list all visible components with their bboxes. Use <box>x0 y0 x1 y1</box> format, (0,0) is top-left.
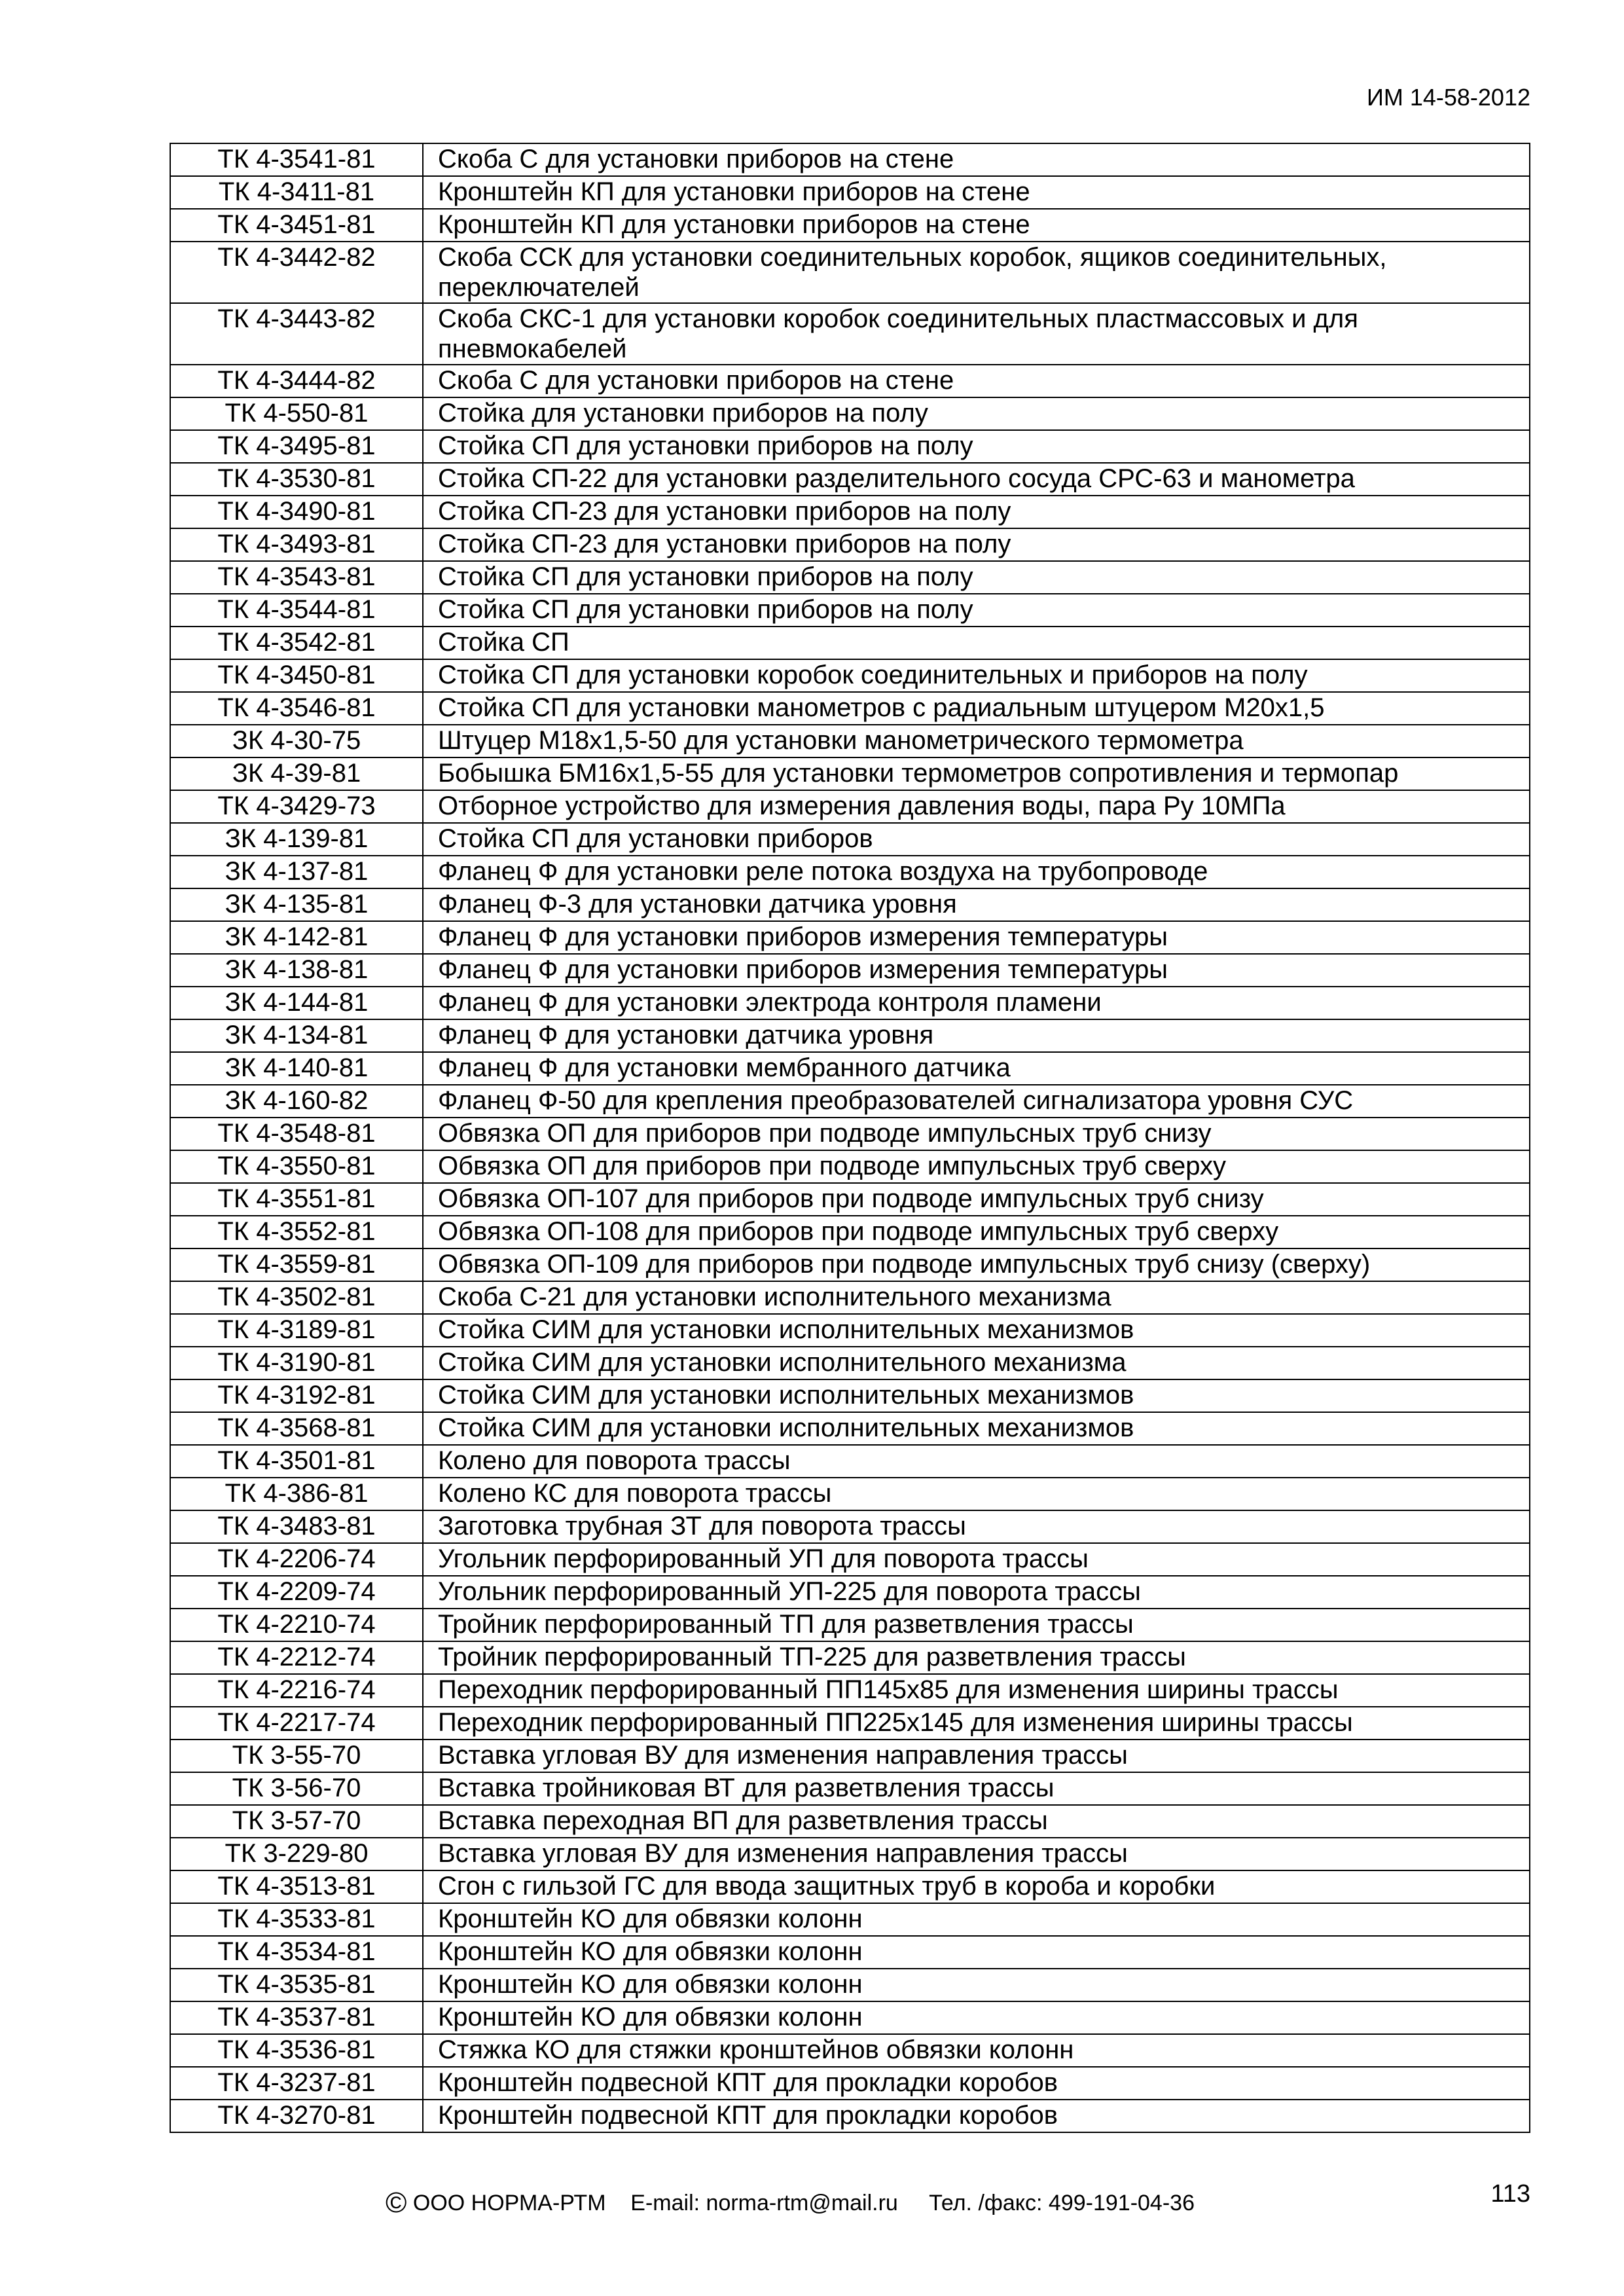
standard-code-cell: ТК 4-3444-82 <box>170 365 423 397</box>
table-row <box>170 397 1530 430</box>
description-cell: Скоба ССК для установки соединительных коробок, ящиков соединительных, переключателей <box>423 242 1530 303</box>
standards-table <box>170 143 1530 2133</box>
description-cell: Сгон с гильзой ГС для ввода защитных труб в короба и коробки <box>423 1870 1530 1903</box>
description-cell: Скоба С для установки приборов на стене <box>423 143 1530 176</box>
description-cell: Кронштейн КО для обвязки колонн <box>423 1903 1530 1936</box>
table-row <box>170 888 1530 921</box>
standard-code-cell: ЗК 4-138-81 <box>170 954 423 987</box>
standard-code-cell: ТК 4-3237-81 <box>170 2067 423 2100</box>
table-row <box>170 1936 1530 1969</box>
description-cell: Стойка для установки приборов на полу <box>423 397 1530 430</box>
description-cell: Колено для поворота трассы <box>423 1445 1530 1478</box>
description-cell: Фланец Ф-3 для установки датчика уровня <box>423 888 1530 921</box>
table-row <box>170 1216 1530 1248</box>
table-row <box>170 627 1530 659</box>
description-cell: Стойка СП для установки приборов на полу <box>423 430 1530 463</box>
table-row <box>170 303 1530 365</box>
standard-code-cell: ТК 4-2206-74 <box>170 1543 423 1576</box>
standard-code-cell: ТК 4-3495-81 <box>170 430 423 463</box>
table-row <box>170 1445 1530 1478</box>
description-cell: Фланец Ф для установки приборов измерения температуры <box>423 921 1530 954</box>
description-cell: Вставка переходная ВП для разветвления трассы <box>423 1805 1530 1838</box>
description-cell: Фланец Ф для установки мембранного датчика <box>423 1052 1530 1085</box>
standard-code-cell: ТК 4-3501-81 <box>170 1445 423 1478</box>
standard-code-cell: ТК 3-229-80 <box>170 1838 423 1870</box>
standard-code-cell: ТК 4-3550-81 <box>170 1150 423 1183</box>
table-row <box>170 1248 1530 1281</box>
standard-code-cell: ТК 4-3502-81 <box>170 1281 423 1314</box>
table-row <box>170 823 1530 856</box>
standard-code-cell: ТК 4-550-81 <box>170 397 423 430</box>
description-cell: Отборное устройство для измерения давления воды, пара Ру 10МПа <box>423 790 1530 823</box>
description-cell: Обвязка ОП для приборов при подводе импульсных труб снизу <box>423 1118 1530 1150</box>
standard-code-cell: ТК 4-3429-73 <box>170 790 423 823</box>
description-cell: Стойка СП для установки манометров с радиальным штуцером М20х1,5 <box>423 692 1530 725</box>
table-row <box>170 561 1530 594</box>
standard-code-cell: ЗК 4-30-75 <box>170 725 423 757</box>
description-cell: Тройник перфорированный ТП для разветвления трассы <box>423 1609 1530 1641</box>
table-row <box>170 1870 1530 1903</box>
description-cell: Стойка СП-23 для установки приборов на полу <box>423 496 1530 528</box>
description-cell: Вставка угловая ВУ для изменения направления трассы <box>423 1838 1530 1870</box>
standard-code-cell: ТК 4-386-81 <box>170 1478 423 1510</box>
description-cell: Колено КС для поворота трассы <box>423 1478 1530 1510</box>
description-cell: Стойка СИМ для установки исполнительных механизмов <box>423 1412 1530 1445</box>
standard-code-cell: ТК 4-3535-81 <box>170 1969 423 2001</box>
standard-code-cell: ТК 4-3559-81 <box>170 1248 423 1281</box>
standard-code-cell: ТК 4-3490-81 <box>170 496 423 528</box>
table-row <box>170 528 1530 561</box>
standard-code-cell: ТК 4-3513-81 <box>170 1870 423 1903</box>
standard-code-cell: ТК 4-3552-81 <box>170 1216 423 1248</box>
table-row <box>170 725 1530 757</box>
description-cell: Стойка СП-22 для установки разделительного сосуда СРС-63 и манометра <box>423 463 1530 496</box>
description-cell: Кронштейн КО для обвязки колонн <box>423 2001 1530 2034</box>
description-cell: Фланец Ф-50 для крепления преобразователей сигнализатора уровня СУС <box>423 1085 1530 1118</box>
standard-code-cell: ТК 4-2209-74 <box>170 1576 423 1609</box>
standard-code-cell: ТК 4-3270-81 <box>170 2100 423 2132</box>
standard-code-cell: ТК 4-3542-81 <box>170 627 423 659</box>
description-cell: Стойка СП-23 для установки приборов на полу <box>423 528 1530 561</box>
table-row <box>170 790 1530 823</box>
standard-code-cell: ЗК 4-140-81 <box>170 1052 423 1085</box>
standard-code-cell: ТК 4-2210-74 <box>170 1609 423 1641</box>
standard-code-cell: ТК 4-3442-82 <box>170 242 423 303</box>
footer <box>386 2187 1195 2219</box>
standard-code-cell: ТК 4-3541-81 <box>170 143 423 176</box>
standard-code-cell: ТК 4-3546-81 <box>170 692 423 725</box>
standard-code-cell: ТК 4-3548-81 <box>170 1118 423 1150</box>
description-cell: Фланец Ф для установки датчика уровня <box>423 1019 1530 1052</box>
standard-code-cell: ЗК 4-134-81 <box>170 1019 423 1052</box>
standard-code-cell: ЗК 4-142-81 <box>170 921 423 954</box>
description-cell: Скоба СКС-1 для установки коробок соединительных пластмассовых и для пневмокабелей <box>423 303 1530 365</box>
table-row <box>170 1478 1530 1510</box>
table-row <box>170 1412 1530 1445</box>
table-row <box>170 1740 1530 1772</box>
standard-code-cell: ТК 4-2217-74 <box>170 1707 423 1740</box>
table-row <box>170 2034 1530 2067</box>
description-cell: Кронштейн подвесной КПТ для прокладки коробов <box>423 2067 1530 2100</box>
description-cell: Стойка СП для установки приборов на полу <box>423 561 1530 594</box>
description-cell: Обвязка ОП-109 для приборов при подводе импульсных труб снизу (сверху) <box>423 1248 1530 1281</box>
description-cell: Обвязка ОП-107 для приборов при подводе импульсных труб снизу <box>423 1183 1530 1216</box>
table-row <box>170 1609 1530 1641</box>
standard-code-cell: ТК 3-55-70 <box>170 1740 423 1772</box>
table-row <box>170 1085 1530 1118</box>
standard-code-cell: ТК 3-56-70 <box>170 1772 423 1805</box>
description-cell: Обвязка ОП для приборов при подводе импульсных труб сверху <box>423 1150 1530 1183</box>
table-row <box>170 1281 1530 1314</box>
table-row <box>170 496 1530 528</box>
standard-code-cell: ТК 4-3551-81 <box>170 1183 423 1216</box>
description-cell: Фланец Ф для установки реле потока воздуха на трубопроводе <box>423 856 1530 888</box>
standard-code-cell: ЗК 4-137-81 <box>170 856 423 888</box>
copyright-icon: © <box>386 2187 407 2219</box>
description-cell: Скоба С-21 для установки исполнительного механизма <box>423 1281 1530 1314</box>
standard-code-cell: ЗК 4-39-81 <box>170 757 423 790</box>
standard-code-cell: ТК 4-3450-81 <box>170 659 423 692</box>
table-row <box>170 1707 1530 1740</box>
description-cell: Стойка СИМ для установки исполнительного механизма <box>423 1347 1530 1379</box>
table-row <box>170 1772 1530 1805</box>
table-row <box>170 1576 1530 1609</box>
standard-code-cell: ТК 4-3190-81 <box>170 1347 423 1379</box>
table-row <box>170 2100 1530 2132</box>
page-number: 113 <box>1490 2180 1530 2208</box>
table-row <box>170 242 1530 303</box>
standard-code-cell: ТК 4-3483-81 <box>170 1510 423 1543</box>
description-cell: Тройник перфорированный ТП-225 для разветвления трассы <box>423 1641 1530 1674</box>
description-cell: Стойка СП <box>423 627 1530 659</box>
document-id: ИМ 14-58-2012 <box>1366 84 1530 111</box>
description-cell: Вставка тройниковая ВТ для разветвления трассы <box>423 1772 1530 1805</box>
standard-code-cell: ТК 4-3544-81 <box>170 594 423 627</box>
standard-code-cell: ТК 4-3568-81 <box>170 1412 423 1445</box>
table-row <box>170 659 1530 692</box>
table-row <box>170 856 1530 888</box>
table-row <box>170 1969 1530 2001</box>
table-row <box>170 176 1530 209</box>
table-row <box>170 1641 1530 1674</box>
standard-code-cell: ТК 4-3443-82 <box>170 303 423 365</box>
description-cell: Стойка СИМ для установки исполнительных механизмов <box>423 1314 1530 1347</box>
description-cell: Стяжка КО для стяжки кронштейнов обвязки колонн <box>423 2034 1530 2067</box>
standard-code-cell: ТК 4-3192-81 <box>170 1379 423 1412</box>
description-cell: Вставка угловая ВУ для изменения направления трассы <box>423 1740 1530 1772</box>
standard-code-cell: ТК 4-3543-81 <box>170 561 423 594</box>
standard-code-cell: ТК 4-3189-81 <box>170 1314 423 1347</box>
description-cell: Переходник перфорированный ПП145х85 для изменения ширины трассы <box>423 1674 1530 1707</box>
table-row <box>170 1314 1530 1347</box>
standard-code-cell: ТК 4-3451-81 <box>170 209 423 242</box>
standard-code-cell: ТК 4-3536-81 <box>170 2034 423 2067</box>
standard-code-cell: ТК 4-2216-74 <box>170 1674 423 1707</box>
table-row <box>170 1674 1530 1707</box>
table-row <box>170 209 1530 242</box>
table-row <box>170 365 1530 397</box>
table-row <box>170 692 1530 725</box>
description-cell: Штуцер М18х1,5-50 для установки манометрического термометра <box>423 725 1530 757</box>
standard-code-cell: ТК 4-3411-81 <box>170 176 423 209</box>
standard-code-cell: ТК 4-3537-81 <box>170 2001 423 2034</box>
table-row <box>170 1052 1530 1085</box>
standard-code-cell: ЗК 4-144-81 <box>170 987 423 1019</box>
standard-code-cell: ТК 4-3493-81 <box>170 528 423 561</box>
table-row <box>170 987 1530 1019</box>
description-cell: Кронштейн КП для установки приборов на стене <box>423 209 1530 242</box>
table-row <box>170 594 1530 627</box>
description-cell: Скоба С для установки приборов на стене <box>423 365 1530 397</box>
description-cell: Угольник перфорированный УП-225 для поворота трассы <box>423 1576 1530 1609</box>
table-row <box>170 1347 1530 1379</box>
standard-code-cell: ЗК 4-139-81 <box>170 823 423 856</box>
table-row <box>170 463 1530 496</box>
standard-code-cell: ЗК 4-160-82 <box>170 1085 423 1118</box>
table-row <box>170 1510 1530 1543</box>
description-cell: Кронштейн КО для обвязки колонн <box>423 1936 1530 1969</box>
table-row <box>170 143 1530 176</box>
table-row <box>170 921 1530 954</box>
description-cell: Угольник перфорированный УП для поворота трассы <box>423 1543 1530 1576</box>
standard-code-cell: ТК 4-2212-74 <box>170 1641 423 1674</box>
standard-code-cell: ЗК 4-135-81 <box>170 888 423 921</box>
description-cell: Фланец Ф для установки приборов измерения температуры <box>423 954 1530 987</box>
standard-code-cell: ТК 4-3534-81 <box>170 1936 423 1969</box>
table-row <box>170 2001 1530 2034</box>
description-cell: Кронштейн КО для обвязки колонн <box>423 1969 1530 2001</box>
standards-table-body <box>170 143 1530 2132</box>
description-cell: Фланец Ф для установки электрода контроля пламени <box>423 987 1530 1019</box>
standard-code-cell: ТК 4-3533-81 <box>170 1903 423 1936</box>
standard-code-cell: ТК 3-57-70 <box>170 1805 423 1838</box>
description-cell: Бобышка БМ16х1,5-55 для установки термометров сопротивления и термопар <box>423 757 1530 790</box>
table-row <box>170 430 1530 463</box>
table-row <box>170 1903 1530 1936</box>
table-row <box>170 1019 1530 1052</box>
description-cell: Заготовка трубная ЗТ для поворота трассы <box>423 1510 1530 1543</box>
table-row <box>170 954 1530 987</box>
table-row <box>170 757 1530 790</box>
description-cell: Стойка СП для установки приборов <box>423 823 1530 856</box>
description-cell: Кронштейн КП для установки приборов на стене <box>423 176 1530 209</box>
description-cell: Переходник перфорированный ПП225х145 для изменения ширины трассы <box>423 1707 1530 1740</box>
table-row <box>170 1805 1530 1838</box>
table-row <box>170 1379 1530 1412</box>
table-row <box>170 1543 1530 1576</box>
description-cell: Кронштейн подвесной КПТ для прокладки коробов <box>423 2100 1530 2132</box>
description-cell: Обвязка ОП-108 для приборов при подводе импульсных труб сверху <box>423 1216 1530 1248</box>
table-row <box>170 1118 1530 1150</box>
table-row <box>170 1150 1530 1183</box>
description-cell: Стойка СП для установки коробок соединительных и приборов на полу <box>423 659 1530 692</box>
table-row <box>170 1838 1530 1870</box>
description-cell: Стойка СП для установки приборов на полу <box>423 594 1530 627</box>
table-row <box>170 2067 1530 2100</box>
footer-contacts: ООО НОРМА-РТМ E-mail: norma-rtm@mail.ru Тел. /факс: 499-191-04-36 <box>406 2191 1195 2215</box>
standard-code-cell: ТК 4-3530-81 <box>170 463 423 496</box>
table-row <box>170 1183 1530 1216</box>
description-cell: Стойка СИМ для установки исполнительных механизмов <box>423 1379 1530 1412</box>
